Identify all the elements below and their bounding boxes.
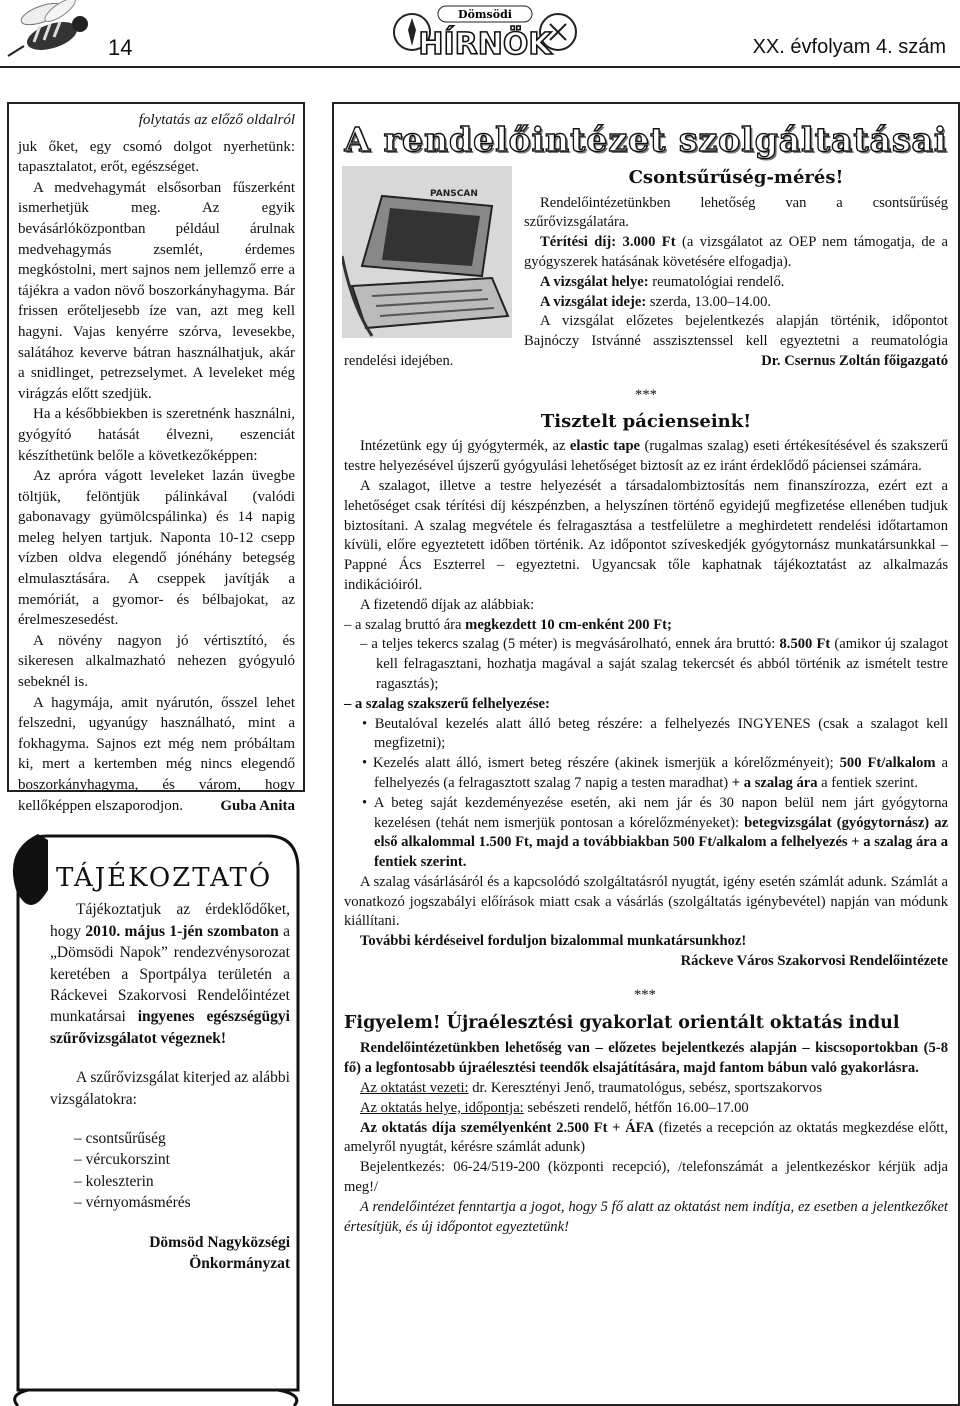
paragraph: Az oktatást vezeti: dr. Keresztényi Jenő, traumatológus, sebész, sportszakorvos bbox=[360, 1080, 823, 1097]
paragraph: A fizetendő díjak az alábbiak: bbox=[360, 596, 535, 613]
page-title: A rendelőintézet szolgáltatásai bbox=[344, 120, 948, 159]
section-heading: Tisztelt pácienseink! bbox=[540, 410, 752, 432]
svg-text:HÍRNÖK: HÍRNÖK bbox=[418, 27, 552, 62]
paragraph: Intézetünk egy új gyógytermék, az elastic tape (rugalmas szalag) eseti értékesítésével és szakszerű testre helyezésével újszerű gyógyulási lehetőséget biztosít az ez iránt érdeklődő páciensei számára. bbox=[344, 438, 948, 475]
fee-item: – a szalag bruttó ára megkezdett 10 cm-enként 200 Ft; bbox=[344, 616, 672, 633]
paragraph: Rendelőintézetünkben lehetőség van – előzetes bejelentkezés alapján – kiscsoportokban (5-8 fő) a legfontosabb újraélesztési teendők elsajátítására, majd fantom bábun való gyakorlásra. bbox=[344, 1040, 948, 1077]
list-item: – koleszterin bbox=[74, 1172, 154, 1190]
exam-list bbox=[50, 1128, 290, 1214]
paragraph: A növény nagyon jó vértisztító, és sikeresen alkalmazható nehezen gyógyuló sebeknél is. bbox=[18, 632, 295, 691]
right-article bbox=[332, 102, 960, 1406]
paragraph: Ha a későbbiekben is szeretnénk használni, gyógyító hatását élvezni, eszenciát készíthetünk belőle a következőképpen: bbox=[18, 406, 295, 464]
paragraph: juk őket, egy csomó dolgot nyerhetünk: tapasztalatot, erőt, egészséget. bbox=[18, 138, 295, 176]
notice-title: TÁJÉKOZTATÓ bbox=[56, 863, 273, 893]
article-author: Guba Anita bbox=[220, 797, 295, 814]
page-number: 14 bbox=[108, 35, 133, 60]
fee-item: – a teljes tekercs szalag (5 méter) is megvásárolható, ennek ára bruttó: 8.500 Ft (amikor új szalagot kell felragasztani, hozhatja magával a saját szalag tekercsét és abból történik az ismételt testre ragasztás); bbox=[360, 636, 948, 692]
section-heading: Figyelem! Újraélesztési gyakorlat orientált oktatás indul bbox=[344, 1012, 900, 1033]
paragraph: Rendelőintézetünkben lehetőség van a csontsűrűség szűrővizsgálatára. bbox=[524, 194, 948, 231]
paragraph: Bejelentkezés: 06-24/519-200 (központi recepció), /telefonszámát a jelentkezéskor kérjük adja meg!/ bbox=[344, 1159, 948, 1196]
paragraph: Térítési díj: 3.000 Ft (a vizsgálatot az OEP nem támogatja, de a gyógyszerek hatásának követésére elfogadja). bbox=[524, 234, 948, 270]
notice-signer: Dömsöd Nagyközségi Önkormányzat bbox=[149, 1233, 290, 1273]
paragraph: A vizsgálat előzetes bejelentkezés alapján történik, időpontot Bajnóczy Istvánné asszisztenssel kell egyeztetni a reumatológia rendelési idejében. Dr. Csernus Zoltán főigazgató bbox=[344, 312, 948, 371]
paragraph: Az oktatás díja személyenként 2.500 Ft + ÁFA (fizetés a recepción az oktatás megkezdése előtt, amelyről nyugtát, kérésre számlát adunk) bbox=[344, 1119, 948, 1156]
paragraph: A vizsgálat ideje: szerda, 13.00–14.00. bbox=[540, 293, 772, 310]
issue-label: XX. évfolyam 4. szám bbox=[752, 36, 946, 58]
notice-paragraph: A szűrővizsgálat kiterjed az alábbi vizsgálatokra: bbox=[50, 1069, 290, 1108]
paragraph: Az oktatás helye, időpontja: sebészeti rendelő, hétfőn 16.00–17.00 bbox=[360, 1099, 749, 1116]
svg-text:PANSCAN: PANSCAN bbox=[430, 188, 478, 199]
paragraph: A hagymája, amit nyárutón, ősszel lehet felszedni, ugyanúgy használható, mint a fokhagyma. Sajnos ezt még nem próbáltam ki, mert a kertemben még nincs elegendő boszorkányhagyma, és várom, hogy kellőképpen elszaporodjon. Guba Anita bbox=[18, 693, 295, 817]
section-heading: Csontsűrűség-mérés! bbox=[628, 166, 844, 188]
bone-density-device-image bbox=[342, 166, 512, 338]
newspaper-logo bbox=[390, 2, 580, 66]
bullet-item: • Beutalóval kezelés alatt álló beteg részére: a felhelyezés INGYENES (csak a szalagot kell megfizetni); bbox=[362, 715, 948, 752]
paragraph: A szalag vásárlásáról és a kapcsolódó szolgáltatásról nyugtát, igény esetén számlát adunk. Számlát a vonatkozó jogszabályi előírások miatt csak a vásárlás (szolgáltatás igénybevétel) napján van módunk kiállítani. bbox=[344, 873, 948, 930]
paragraph: A vizsgálat helye: reumatológiai rendelő. bbox=[540, 273, 785, 290]
svg-text:Dömsödi: Dömsödi bbox=[458, 8, 512, 21]
paragraph: A szalagot, illetve a testre helyezését a társadalombiztosítás nem finanszírozza, ezért ezt a lehetőséget csak térítési díj készpénzben, a helyszínen történő egyidejű megfizetése ellenében tudjuk biztosítani. A szalag megvétele és felragasztása a testfelületre a meghirdetett rendelési időtartamon kívüli, előre egyeztetett időben történik. Az időpontot szíveskedjék gyógytornász munkatársunkkal – Pappné Ács Eszterrel – egyeztetni. Ugyancsak tőle kaphatnak tájékoztatást az alkalmazás indikációiról. bbox=[344, 477, 948, 593]
signer: Ráckeve Város Szakorvosi Rendelőintézete bbox=[680, 953, 948, 970]
list-item: – vércukorszint bbox=[74, 1151, 170, 1169]
bullet-item: • Kezelés alatt álló, ismert beteg részére (akinek ismerjük a kórelőzményeit); 500 Ft/alkalom a felhelyezés (a felragasztott szalag 7 napig a testen maradhat) + a szalag ára a fentiek szerint. bbox=[362, 755, 948, 791]
paragraph: További kérdéseivel forduljon bizalommal munkatársunkhoz! bbox=[360, 933, 747, 950]
list-item: – csontsűrűség bbox=[74, 1130, 166, 1148]
notice-content bbox=[50, 860, 290, 1275]
bee-logo-icon bbox=[4, 0, 104, 64]
bullet-item: • A beteg saját kezdeményezése esetén, aki nem jár és 30 napon belül nem járt gyógytorna kezelésen (tehát nem ismerjük pontosan a kórelőzményeket): betegvizsgálat (gyógytornász) az első alkalommal 1.500 Ft, majd a továbbiakban 500 Ft/alkalom a felhelyezés + a szalag ára a fentiek szerint. bbox=[362, 794, 948, 871]
continued-note: folytatás az előző oldalról bbox=[138, 112, 295, 128]
signer: Dr. Csernus Zoltán főigazgató bbox=[761, 352, 948, 369]
list-item: – vérnyomásmérés bbox=[74, 1194, 191, 1212]
paragraph: A rendelőintézet fenntartja a jogot, hogy 5 fő alatt az oktatást nem indítja, ez esetben a jelentkezőket értesítjük, és új időpontot egyeztetünk! bbox=[344, 1198, 948, 1235]
left-article bbox=[7, 102, 305, 814]
paragraph: A medvehagymát elsősorban fűszerként ismerhetjük meg. Az egyik bevásárlóközpontban például árulnak medvehagymás zsemlét, érdemes megkóstolni, mert sajnos nem jellemző erre a tájékra a vadon növő boszorkányhagyma. Bár frissen erőteljesebb íze van, azt meg kell hagyni. Vajas kenyérre szórva, levesekbe, salátához keverve bátran használhatjuk, akár a snidlinget, petrezselymet. A leveleket még virágzás előtt szedjük. bbox=[18, 179, 295, 402]
separator: *** bbox=[634, 986, 656, 1003]
notice-paragraph: Tájékoztatjuk az érdeklődőket, hogy 2010. május 1-jén szombaton a „Dömsödi Napok” rendezvénysorozat keretében a Sportpálya területén a Ráckevei Szakorvosi Rendelőintézet munkatársai ingyenes egészségügyi szűrővizsgálatot végeznek! bbox=[50, 901, 290, 1047]
fee-item: – a szalag szakszerű felhelyezése: bbox=[344, 695, 550, 712]
header-divider bbox=[0, 66, 960, 68]
separator: *** bbox=[635, 386, 657, 403]
paragraph: Az apróra vágott leveleket lazán üvegbe töltjük, felöntjük pálinkával (valódi gabonavagy gyümölcspálinka) és 14 napig meleg helyen tartjuk. Naponta 10-12 csepp vízben oldva elegendő jónéhány betegség elmulasztására. A cseppek javítják a memóriát, a gyomor- és bélbajokat, az érelmeszesedést. bbox=[18, 468, 295, 629]
